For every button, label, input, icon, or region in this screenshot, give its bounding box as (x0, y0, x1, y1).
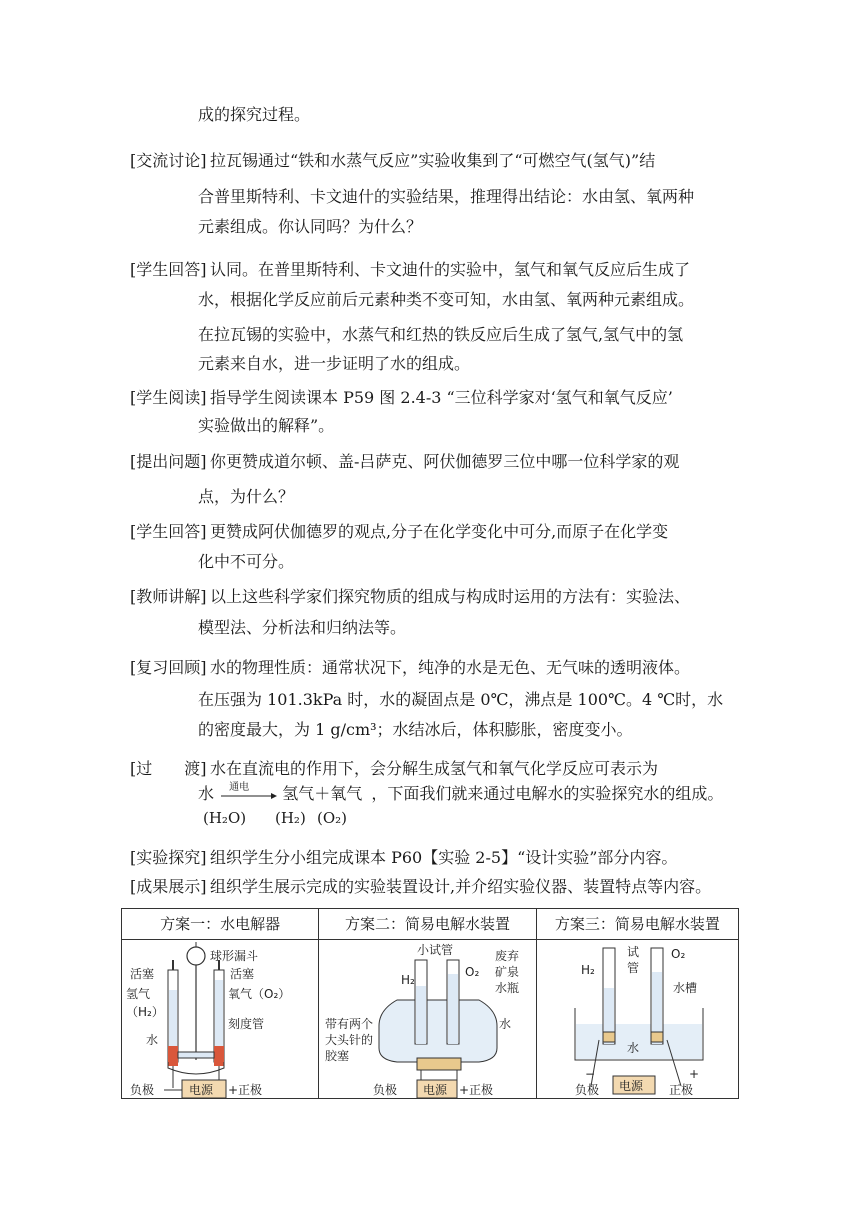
scheme-figure-1 (122, 940, 319, 1099)
equation-tail: ，下面我们就来通过电解水的实验探究水的组成。 (371, 784, 724, 803)
body-line: 成的探究过程。 (198, 105, 311, 124)
reaction-arrow (219, 781, 277, 806)
label-power-supply: 电源 (618, 1079, 643, 1093)
body-line: 拉瓦锡通过“铁和水蒸气反应”实验收集到了“可燃空气(氢气)”结 (210, 151, 656, 170)
label-trough: 水槽 (672, 981, 697, 995)
label-oxygen: 氧气（O₂） (228, 987, 291, 1001)
simple-electrolysis-diagram-2 (319, 940, 536, 1098)
scheme-header-2: 方案二：简易电解水装置 (319, 909, 536, 940)
body-line: 更赞成阿伏伽德罗的观点,分子在化学变化中可分,而原子在化学变 (210, 522, 669, 541)
formula-water: (H₂O) (203, 809, 247, 827)
body-line: 组织学生分小组完成课本 P60【实验 2-5】“设计实验”部分内容。 (210, 848, 678, 867)
section-tag: [复习回顾] (130, 658, 207, 677)
body-line: 水，根据化学反应前后元素种类不变可知，水由氢、氧两种元素组成。 (198, 290, 695, 309)
body-line: 化中不可分。 (198, 552, 295, 571)
label-positive: +正极 (228, 1083, 263, 1097)
label-water: 水 (146, 1033, 159, 1047)
body-line: 元素来自水，进一步证明了水的组成。 (198, 354, 471, 373)
label-stopper-3: 胶塞 (325, 1049, 350, 1063)
body-line: 认同。在普里斯特利、卡文迪什的实验中，氢气和氧气反应后生成了 (210, 260, 691, 279)
section-tag: [学生回答] (130, 260, 207, 279)
scheme-figure-2 (319, 940, 536, 1099)
label-scale-tube: 刻度管 (228, 1017, 265, 1031)
label-h2: H₂ (401, 973, 416, 987)
body-line: 合普里斯特利、卡文迪什的实验结果，推理得出结论：水由氢、氧两种 (198, 187, 695, 206)
simple-electrolysis-diagram-3 (537, 940, 739, 1098)
label-hydrogen: 氢气 (126, 987, 151, 1001)
arrow-icon (219, 792, 277, 800)
body-line: 实验做出的解释”。 (198, 416, 335, 435)
label-water: 水 (626, 1041, 639, 1055)
formula-oxygen: (O₂) (317, 809, 348, 827)
label-funnel: 球形漏斗 (210, 949, 259, 963)
label-negative: 负极 (574, 1083, 599, 1097)
body-line: 水的物理性质：通常状况下，纯净的水是无色、无气味的透明液体。 (210, 658, 691, 677)
reaction-equation (198, 781, 723, 806)
body-line: 点，为什么？ (198, 487, 295, 506)
label-negative: 负极 (373, 1083, 398, 1097)
body-line: 水在直流电的作用下，会分解生成氢气和氧气化学反应可表示为 (210, 759, 659, 778)
reaction-condition: 通电 (229, 781, 250, 793)
label-bottle-3: 水瓶 (495, 981, 520, 995)
body-line: 的密度最大，为 1 g/cm³；水结冰后，体积膨胀，密度变小。 (198, 720, 633, 739)
label-minus: − (584, 1067, 595, 1081)
body-line: 模型法、分析法和归纳法等。 (198, 618, 407, 637)
section-tag: [学生阅读] (130, 388, 207, 407)
label-small-tube: 小试管 (417, 943, 454, 957)
body-line: 在拉瓦锡的实验中，水蒸气和红热的铁反应后生成了氢气,氢气中的氢 (198, 325, 684, 344)
body-line: 元素组成。你认同吗？为什么？ (198, 217, 423, 236)
body-line: 组织学生展示完成的实验装置设计,并介绍实验仪器、装置特点等内容。 (210, 877, 712, 896)
label-stopper-1: 带有两个 (325, 1017, 374, 1031)
section-tag: [成果展示] (130, 877, 207, 896)
label-stopper-2: 大头针的 (325, 1033, 374, 1047)
section-tag: [实验探究] (130, 848, 207, 867)
equation-reactant: 水 (198, 784, 215, 803)
scheme-table (121, 908, 739, 1099)
water-electrolyzer-diagram (122, 940, 319, 1098)
label-o2: O₂ (465, 965, 480, 979)
label-o2: O₂ (670, 947, 685, 961)
label-positive: 正极 (668, 1083, 693, 1097)
scheme-figure-3 (536, 940, 738, 1099)
body-line: 在压强为 101.3kPa 时，水的凝固点是 0℃，沸点是 100℃。4 ℃时，水 (198, 690, 724, 709)
label-tube-1: 试 (626, 945, 639, 959)
section-tag: [过 渡] (130, 759, 207, 778)
label-power-supply: 电源 (423, 1083, 448, 1097)
section-tag: [教师讲解] (130, 587, 207, 606)
label-tube-2: 管 (626, 961, 639, 975)
label-plus: + (688, 1067, 699, 1081)
body-line: 以上这些科学家们探究物质的组成与构成时运用的方法有：实验法、 (210, 587, 691, 606)
section-tag: [交流讨论] (130, 151, 207, 170)
equation-products: 氢气＋氧气 (282, 784, 363, 803)
label-water: 水 (499, 1017, 512, 1031)
body-line: 你更赞成道尔顿、盖-吕萨克、阿伏伽德罗三位中哪一位科学家的观 (210, 452, 680, 471)
label-stopcock-left: 活塞 (130, 967, 155, 981)
label-negative: 负极 (130, 1083, 155, 1097)
section-tag: [提出问题] (130, 452, 207, 471)
section-tag: [学生回答] (130, 522, 207, 541)
scheme-header-1: 方案一：水电解器 (122, 909, 319, 940)
body-line: 指导学生阅读课本 P59 图 2.4-3 “三位科学家对‘氢气和氧气反应’ (210, 388, 673, 407)
label-bottle-1: 废弃 (495, 949, 520, 963)
scheme-header-3: 方案三：简易电解水装置 (536, 909, 738, 940)
label-hydrogen-formula: （H₂） (126, 1005, 164, 1019)
label-positive: +正极 (459, 1083, 494, 1097)
formula-hydrogen: (H₂) (275, 809, 306, 827)
label-bottle-2: 矿泉 (495, 965, 520, 979)
label-h2: H₂ (580, 963, 595, 977)
label-power-supply: 电源 (189, 1083, 214, 1097)
label-stopcock-right: 活塞 (230, 967, 255, 981)
